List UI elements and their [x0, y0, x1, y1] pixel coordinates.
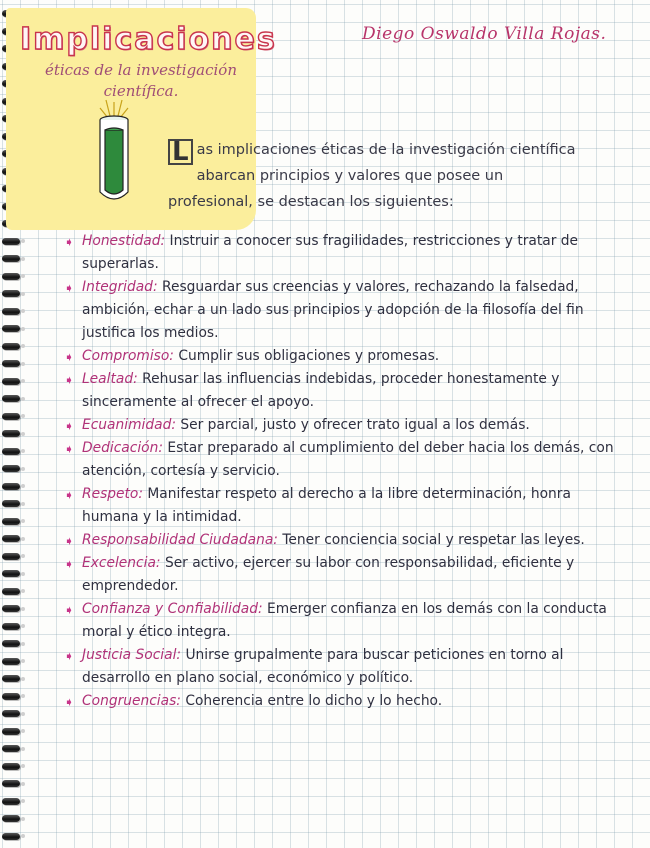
spiral-ring [2, 570, 20, 577]
list-item [64, 690, 624, 713]
list-item [64, 529, 624, 552]
spiral-ring [2, 413, 20, 420]
intro-paragraph [168, 137, 588, 215]
item-term: Respeto: [82, 486, 144, 502]
spiral-ring [2, 500, 20, 507]
binding-hole [21, 379, 25, 383]
binding-hole [21, 414, 25, 418]
item-term: Integridad: [82, 279, 158, 295]
binding-hole [21, 782, 25, 786]
spiral-ring [2, 273, 20, 280]
page-subtitle: éticas de la investigación científica. [44, 61, 238, 100]
spiral-ring [2, 605, 20, 612]
item-text: Resguardar sus creencias y valores, rechazando la falsedad, ambición, echar a un lado sus principios y adopción de la filosofía del fin justifica los medios. [82, 279, 584, 341]
item-term: Compromiso: [82, 348, 174, 364]
binding-hole [21, 817, 25, 821]
spiral-ring [2, 465, 20, 472]
item-text: Cumplir sus obligaciones y promesas. [178, 348, 440, 364]
binding-hole [21, 764, 25, 768]
binding-hole [21, 362, 25, 366]
spiral-ring [2, 430, 20, 437]
arrow-bullet-icon: ➧ [64, 419, 75, 433]
binding-hole [21, 642, 25, 646]
list-item [64, 437, 624, 483]
list-item [64, 644, 624, 690]
spiral-ring [2, 518, 20, 525]
item-term: Congruencias: [82, 693, 181, 709]
spiral-ring [2, 745, 20, 752]
binding-hole [21, 327, 25, 331]
spiral-ring [2, 588, 20, 595]
binding-hole [21, 624, 25, 628]
item-term: Responsabilidad Ciudadana: [82, 532, 278, 548]
arrow-bullet-icon: ➧ [64, 603, 75, 617]
binding-hole [21, 309, 25, 313]
spiral-ring [2, 728, 20, 735]
spiral-ring [2, 360, 20, 367]
binding-hole [21, 747, 25, 751]
binding-hole [21, 537, 25, 541]
spiral-ring [2, 378, 20, 385]
spiral-ring [2, 693, 20, 700]
spiral-ring [2, 658, 20, 665]
item-text: Instruir a conocer sus fragilidades, restricciones y tratar de superarlas. [82, 233, 579, 272]
spiral-ring [2, 395, 20, 402]
binding-hole [21, 484, 25, 488]
item-text: Ser parcial, justo y ofrecer trato igual a los demás. [180, 417, 530, 433]
spiral-ring [2, 763, 20, 770]
arrow-bullet-icon: ➧ [64, 350, 75, 364]
spiral-ring [2, 815, 20, 822]
list-item [64, 552, 624, 598]
spiral-ring [2, 553, 20, 560]
arrow-bullet-icon: ➧ [64, 442, 75, 456]
arrow-bullet-icon: ➧ [64, 695, 75, 709]
item-term: Confianza y Confiabilidad: [82, 601, 263, 617]
binding-hole [21, 729, 25, 733]
dropcap-letter: L [168, 139, 193, 165]
binding-hole [21, 607, 25, 611]
item-text: Unirse grupalmente para buscar peticiones en torno al desarrollo en plano social, económico y político. [82, 647, 564, 686]
binding-hole [21, 502, 25, 506]
binding-hole [21, 239, 25, 243]
spiral-ring [2, 640, 20, 647]
author-name: Diego Oswaldo Villa Rojas. [362, 24, 607, 44]
list-item [64, 230, 624, 276]
binding-hole [21, 589, 25, 593]
list-item [64, 345, 624, 368]
spiral-ring [2, 833, 20, 840]
item-text: Manifestar respeto al derecho a la libre determinación, honra humana y la intimidad. [82, 486, 571, 525]
item-term: Ecuanimidad: [82, 417, 176, 433]
binding-hole [21, 397, 25, 401]
item-text: Estar preparado al cumplimiento del deber hacia los demás, con atención, cortesía y servicio. [82, 440, 614, 479]
binding-hole [21, 432, 25, 436]
binding-hole [21, 449, 25, 453]
item-text: Emerger confianza en los demás con la conducta moral y ético integra. [82, 601, 607, 640]
binding-hole [21, 799, 25, 803]
binding-hole [21, 554, 25, 558]
spiral-ring [2, 325, 20, 332]
spiral-ring [2, 448, 20, 455]
test-tube-icon [84, 94, 144, 214]
spiral-ring [2, 623, 20, 630]
list-item [64, 276, 624, 345]
intro-text: as implicaciones éticas de la investigación científica abarcan principios y valores que posee un profesional, se destacan los siguientes: [168, 142, 576, 210]
spiral-ring [2, 780, 20, 787]
arrow-bullet-icon: ➧ [64, 235, 75, 249]
arrow-bullet-icon: ➧ [64, 281, 75, 295]
item-text: Ser activo, ejercer su labor con responsabilidad, eficiente y emprendedor. [82, 555, 575, 594]
spiral-ring [2, 535, 20, 542]
item-term: Dedicación: [82, 440, 163, 456]
item-term: Justicia Social: [82, 647, 182, 663]
binding-hole [21, 467, 25, 471]
arrow-bullet-icon: ➧ [64, 557, 75, 571]
binding-hole [21, 659, 25, 663]
spiral-ring [2, 798, 20, 805]
list-item [64, 598, 624, 644]
item-term: Honestidad: [82, 233, 166, 249]
binding-hole [21, 572, 25, 576]
list-item [64, 483, 624, 529]
item-term: Excelencia: [82, 555, 161, 571]
binding-hole [21, 274, 25, 278]
binding-hole [21, 677, 25, 681]
spiral-ring [2, 308, 20, 315]
spiral-ring [2, 255, 20, 262]
arrow-bullet-icon: ➧ [64, 373, 75, 387]
spiral-ring [2, 710, 20, 717]
item-term: Lealtad: [82, 371, 138, 387]
arrow-bullet-icon: ➧ [64, 488, 75, 502]
binding-hole [21, 712, 25, 716]
item-text: Tener conciencia social y respetar las leyes. [282, 532, 585, 548]
spiral-ring [2, 483, 20, 490]
arrow-bullet-icon: ➧ [64, 649, 75, 663]
item-text: Rehusar las influencias indebidas, proceder honestamente y sinceramente al ofrecer el apoyo. [82, 371, 560, 410]
page-title: Implicaciones [20, 22, 277, 57]
ethics-list [64, 230, 624, 713]
binding-hole [21, 834, 25, 838]
arrow-bullet-icon: ➧ [64, 534, 75, 548]
binding-hole [21, 292, 25, 296]
spiral-ring [2, 238, 20, 245]
spiral-ring [2, 343, 20, 350]
list-item [64, 368, 624, 414]
binding-hole [21, 344, 25, 348]
spiral-ring [2, 675, 20, 682]
list-item [64, 414, 624, 437]
binding-hole [21, 519, 25, 523]
spiral-ring [2, 290, 20, 297]
binding-hole [21, 694, 25, 698]
item-text: Coherencia entre lo dicho y lo hecho. [185, 693, 443, 709]
binding-hole [21, 257, 25, 261]
